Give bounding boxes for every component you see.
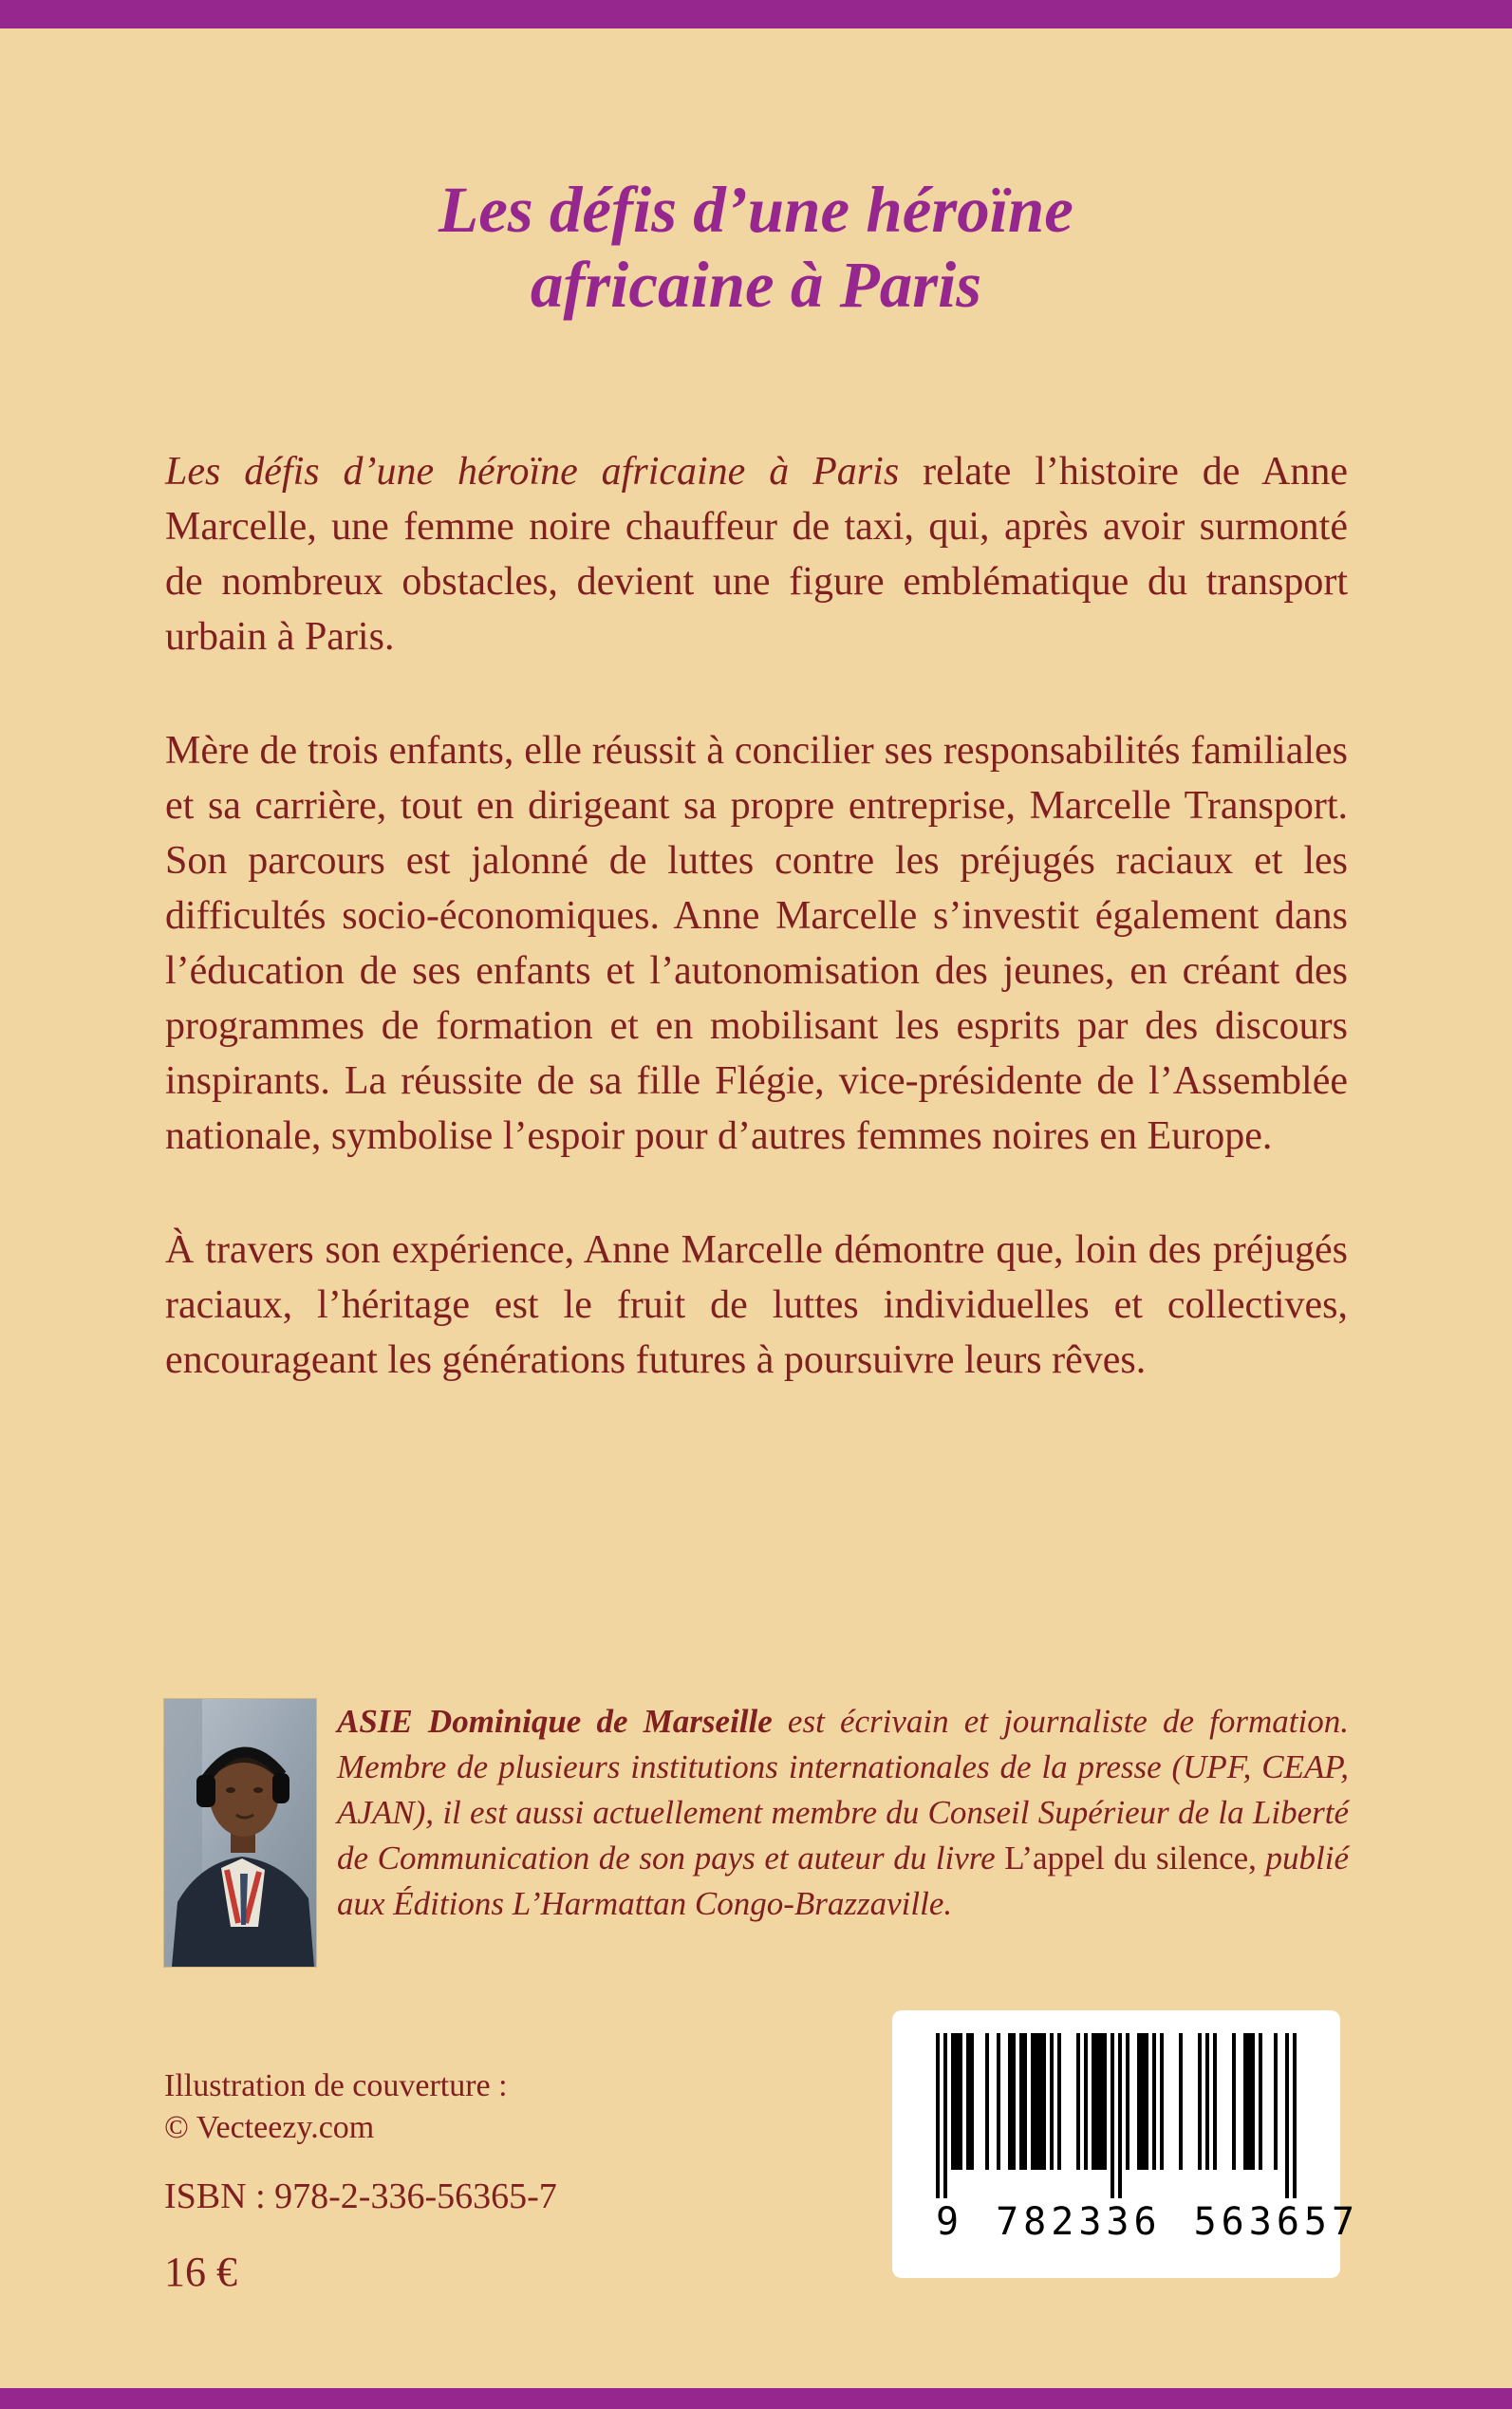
- barcode-space: [1236, 2033, 1243, 2034]
- synopsis-paragraph-1-text: relate l’histoire de Anne Marcelle, une femme noire chauffeur de taxi, qui, après avoir surmonté de nombreux obstacles, devient une figure emblématique du transport urbain à Paris.: [165, 450, 1349, 659]
- barcode-space: [1000, 2033, 1008, 2034]
- barcode-bar: [1076, 2033, 1080, 2170]
- barcode-bar: [985, 2033, 989, 2170]
- barcode-bar: [1111, 2033, 1114, 2198]
- barcode-bar: [1198, 2033, 1202, 2170]
- barcode-bar: [1019, 2033, 1027, 2170]
- barcode-digits: [936, 2200, 1360, 2244]
- barcode-space: [1164, 2033, 1179, 2034]
- synopsis-paragraph-3: À travers son expérience, Anne Marcelle démontre que, loin des préjugés raciaux, l’héritage est le fruit de luttes individuelles et collectives, encourageant les générations futures à poursuivre leurs rêves.: [165, 1228, 1348, 1382]
- bottom-accent-strip: [0, 2388, 1512, 2409]
- synopsis-paragraph-2: Mère de trois enfants, elle réussit à concilier ses responsabilités familiales et sa carrière, tout en dirigeant sa propre entreprise, Marcelle Transport. Son parcours est jalonné de luttes contre les préjugés raciaux et les difficultés socio-économiques. Anne Marcelle s’investit également dans l’éducation de ses enfants et l’autonomisation des jeunes, en créant des programmes de formation et en mobilisant les esprits par des discours inspirants. La réussite de sa fille Flégie, vice-présidente de l’Assemblée nationale, symbolise l’espoir pour d’autres femmes noires en Europe.: [165, 729, 1348, 1158]
- barcode-space: [1129, 2033, 1137, 2034]
- barcode-bar: [951, 2033, 962, 2170]
- book-title-text: Les défis d’une héroïne africaine à Paris: [439, 174, 1073, 321]
- barcode-bar: [1152, 2033, 1156, 2170]
- barcode-bar: [1008, 2033, 1016, 2170]
- barcode-bar: [1057, 2033, 1061, 2170]
- barcode-bar: [1160, 2033, 1164, 2170]
- barcode-bar: [1205, 2033, 1209, 2170]
- barcode-space: [1061, 2033, 1076, 2034]
- barcode-bar: [1179, 2033, 1183, 2170]
- barcode-bar: [1232, 2033, 1236, 2170]
- author-section: [164, 1699, 1349, 1967]
- barcode-bar: [1243, 2033, 1255, 2170]
- barcode-bar: [1126, 2033, 1129, 2170]
- barcode-space: [1217, 2033, 1232, 2034]
- barcode-bar: [1092, 2033, 1107, 2170]
- barcode-bar: [1259, 2033, 1262, 2170]
- barcode-bar: [943, 2033, 947, 2198]
- barcode-bar: [1213, 2033, 1217, 2170]
- barcode-digit-group1: 782336: [996, 2200, 1162, 2244]
- author-bio-text-1: est écrivain et journaliste de formation. Membre de plusieurs institutions internationales de la presse (UPF, CEAP, AJAN), il est aussi actuellement membre du Conseil Supérieur de la Liberté de Communication de son pays et auteur du livre: [337, 1703, 1350, 1877]
- book-title: [0, 173, 1512, 322]
- author-bio-text-2: publié aux Éditions L’Harmattan Congo-Brazzaville.: [337, 1839, 1349, 1922]
- barcode: [892, 2010, 1360, 2278]
- barcode-space: [1278, 2033, 1285, 2034]
- barcode-bar: [1118, 2033, 1122, 2198]
- barcode-bar: [936, 2033, 940, 2198]
- barcode-bar: [1031, 2033, 1046, 2170]
- cover-credit: [164, 2065, 508, 2149]
- author-book-reference: L’appel du silence,: [1004, 1839, 1257, 1877]
- barcode-bar: [966, 2033, 974, 2170]
- top-accent-strip: [0, 0, 1512, 28]
- barcode-bar: [1084, 2033, 1088, 2170]
- author-photo-illustration: [164, 1699, 316, 1967]
- barcode-space: [989, 2033, 997, 2034]
- synopsis-paragraph-1: [165, 444, 1348, 664]
- barcode-space: [1262, 2033, 1274, 2034]
- barcode-bar: [1050, 2033, 1054, 2170]
- price: 16 €: [164, 2249, 237, 2295]
- author-bio: [337, 1699, 1349, 1927]
- cover-credit-line1: Illustration de couverture :: [164, 2068, 508, 2103]
- synopsis: [165, 444, 1348, 1447]
- barcode-bar: [1137, 2033, 1148, 2170]
- barcode-bar: [1293, 2033, 1297, 2198]
- author-name: ASIE Dominique de Marseille: [337, 1703, 773, 1740]
- isbn: ISBN : 978-2-336-56365-7: [164, 2176, 557, 2216]
- barcode-digit-group2: 563657: [1193, 2200, 1360, 2244]
- author-photo: [164, 1699, 316, 1967]
- barcode-bar: [1285, 2033, 1289, 2198]
- barcode-space: [1183, 2033, 1198, 2034]
- barcode-space: [974, 2033, 985, 2034]
- barcode-bars: [936, 2033, 1340, 2198]
- cover-credit-line2: © Vecteezy.com: [164, 2110, 375, 2145]
- synopsis-book-title-italic: Les défis d’une héroïne africaine à Paris: [165, 450, 900, 494]
- barcode-bar: [997, 2033, 1000, 2170]
- barcode-bar: [1274, 2033, 1278, 2170]
- barcode-digit-lead: 9: [936, 2200, 964, 2244]
